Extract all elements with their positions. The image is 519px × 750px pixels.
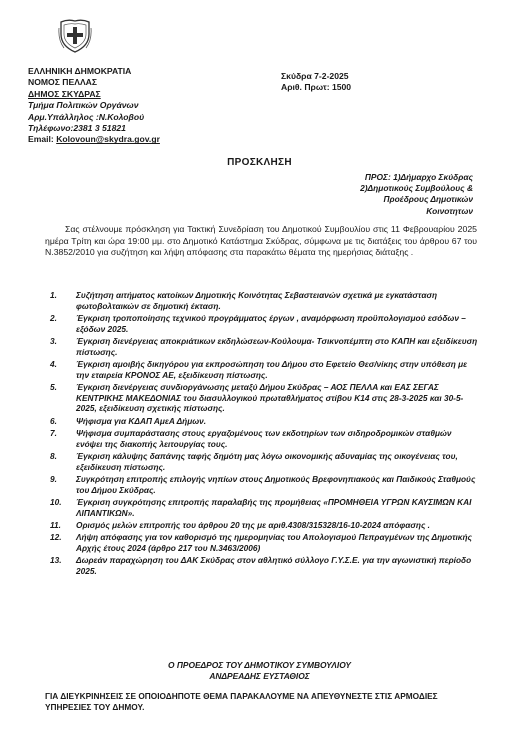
list-item bbox=[50, 416, 480, 427]
recipient-line-3: Προέδρους Δημοτικών bbox=[383, 194, 473, 205]
agenda-text: Συζήτηση αιτήματος κατοίκων Δημοτικής Κοινότητας Σεβαστειανών σχετικά με εγκατάσταση φωτοβολταικών σε δημοτική έκταση. bbox=[76, 290, 438, 311]
header-municipality: ΔΗΜΟΣ ΣΚΥΔΡΑΣ bbox=[28, 88, 101, 99]
agenda-number: 4. bbox=[50, 359, 57, 369]
invitation-body bbox=[45, 224, 477, 259]
list-item bbox=[50, 290, 480, 311]
list-item bbox=[50, 428, 480, 449]
agenda-text: Έγκριση τροποποίησης τεχνικού προγράμματος έργων , αναμόρφωση προϋπολογισμού εσόδων – εξόδων 2025. bbox=[76, 313, 466, 334]
list-item bbox=[50, 451, 480, 472]
agenda-text: Ορισμός μελών επιτροπής του άρθρου 20 της με αριθ.4308/315328/16-10-2024 απόφασης . bbox=[76, 520, 430, 530]
footer-note: ΓΙΑ ΔΙΕΥΚΡΙΝΗΣΕΙΣ ΣΕ ΟΠΟΙΟΔΗΠΟΤΕ ΘΕΜΑ ΠΑΡΑΚΑΛΟΥΜΕ ΝΑ ΑΠΕΥΘΥΝΕΣΤΕ ΣΤΙΣ ΑΡΜΟΔΙΕΣ ΥΠΗΡΕΣΙΕΣ ΤΟΥ ΔΗΜΟΥ. bbox=[45, 691, 438, 713]
agenda-text: Έγκριση κάλυψης δαπάνης ταφής δημότη μας λόγω οικονομικής αδυναμίας της οικογένειας του, εξειδίκευση πίστωσης. bbox=[76, 451, 458, 472]
recipient-line-1: ΠΡΟΣ: 1)Δήμαρχο Σκύδρας bbox=[364, 172, 473, 182]
list-item bbox=[50, 520, 480, 531]
agenda-list bbox=[50, 290, 480, 578]
list-item bbox=[50, 313, 480, 334]
signature-name: ΑΝΔΡΕΑΔΗΣ ΕΥΣΤΑΘΙΟΣ bbox=[209, 671, 310, 682]
date-block bbox=[281, 71, 351, 94]
list-item bbox=[50, 474, 480, 495]
agenda-text: Ψήφισμα συμπαράστασης στους εργαζομένους των εκδοτηρίων των σιδηροδρομικών σταθμών ενόψει της διακοπής λειτουργίας τους. bbox=[76, 428, 452, 449]
header-department: Τμήμα Πολιτικών Οργάνων bbox=[28, 100, 139, 111]
list-item bbox=[50, 555, 480, 576]
agenda-number: 13. bbox=[50, 555, 62, 566]
header-email-label: Email: bbox=[28, 134, 57, 145]
header-email-link[interactable]: Kolovoun@skydra.gov.gr bbox=[56, 134, 160, 145]
agenda-text: Συγκρότηση επιτροπής επιλογής νηπίων στους Δημοτικούς Βρεφονηπιακούς και Παιδικούς Σταθμούς του Δήμου Σκύδρας. bbox=[76, 474, 476, 495]
agenda-text: Έγκριση διενέργειας συνδιοργάνωσης μεταξύ Δήμου Σκύδρας – ΑΟΣ ΠΕΛΛΑ και ΕΑΣ ΣΕΓΑΣ ΚΕΝΤΡΙΚΗΣ ΜΑΚΕΔΟΝΙΑΣ του διασυλλογικού πρωταθλήματος στίβου Κ14 στις 28-3-2025 και 30-5-2025, εξειδίκευση σχετικής πίστωσης. bbox=[76, 382, 464, 414]
header-email-line bbox=[28, 134, 160, 145]
agenda-number: 9. bbox=[50, 474, 57, 484]
agenda-number: 12. bbox=[50, 532, 62, 543]
signature-block bbox=[0, 660, 519, 682]
recipient-line-4: Κοινοτητων bbox=[426, 205, 473, 216]
agenda-number: 7. bbox=[50, 428, 57, 438]
agenda-text: Λήψη απόφασης για τον καθορισμό της ημερομηνίας του Απολογισμού Πεπραγμένων της Δημοτικής Αρχής έτους 2024 (άρθρο 217 του Ν.3463/2006) bbox=[76, 532, 472, 553]
agenda-number: 5. bbox=[50, 382, 57, 392]
signature-title: Ο ΠΡΟΕΔΡΟΣ ΤΟΥ ΔΗΜΟΤΙΚΟΥ ΣΥΜΒΟΥΛΙΟΥ bbox=[168, 660, 351, 670]
recipients-block bbox=[253, 172, 473, 217]
list-item bbox=[50, 497, 480, 518]
list-item bbox=[50, 336, 480, 357]
agenda-number: 1. bbox=[50, 290, 57, 300]
agenda-number: 2. bbox=[50, 313, 57, 323]
protocol-number: Αριθ. Πρωτ: 1500 bbox=[281, 82, 352, 93]
list-item bbox=[50, 532, 480, 553]
invitation-paragraph: Σας στέλνουμε πρόσκληση για Τακτική Συνεδρίαση του Δημοτικού Συμβουλίου στις 11 Φεβρουαρίου 2025 ημέρα Τρίτη και ώρα 19:00 μμ. στο Δημοτικό Κατάστημα Σκύδρας, σύμφωνα με τις διατάξεις του άρθρου 67 του Ν.3852/2010 για συζήτηση και λήψη απόφασης στα παρακάτω θέματα της ημερήσιας διάταξης . bbox=[45, 224, 477, 258]
document-date: Σκύδρα 7-2-2025 bbox=[281, 71, 349, 81]
agenda-text: Έγκριση συγκρότησης επιτροπής παραλαβής της προμήθειας «ΠΡΟΜΗΘΕΙΑ ΥΓΡΩΝ ΚΑΥΣΙΜΩΝ ΚΑΙ ΛΙΠΑΝΤΙΚΩΝ». bbox=[76, 497, 472, 518]
agenda-number: 11. bbox=[50, 520, 61, 530]
page-title: ΠΡΟΣΚΛΗΣΗ bbox=[227, 157, 292, 168]
agenda-number: 3. bbox=[50, 336, 57, 346]
agenda-number: 10. bbox=[50, 497, 62, 507]
header-country: ΕΛΛΗΝΙΚΗ ΔΗΜΟΚΡΑΤΙΑ bbox=[28, 66, 132, 76]
list-item bbox=[50, 359, 480, 380]
header-phone: Τηλέφωνο:2381 3 51821 bbox=[28, 123, 126, 134]
header-officer: Αρμ.Υπάλληλος :Ν.Κολοβού bbox=[28, 111, 145, 122]
header-prefecture: ΝΟΜΟΣ ΠΕΛΛΑΣ bbox=[28, 77, 98, 88]
sender-header bbox=[28, 66, 160, 146]
agenda-text: Έγκριση διενέργειας αποκριάτικων εκδηλώσεων-Κούλουμα- Τσικνοπέμπτη στο ΚΑΠΗ και εξειδίκευση πίστωσης. bbox=[76, 336, 478, 357]
greek-coat-of-arms-icon bbox=[58, 18, 92, 54]
agenda-text: Ψήφισμα για ΚΔΑΠ ΑμεΑ Δήμων. bbox=[76, 415, 207, 426]
agenda-number: 6. bbox=[50, 415, 57, 426]
agenda-number: 8. bbox=[50, 451, 57, 461]
list-item bbox=[50, 382, 480, 414]
agenda-text: Δωρεάν παραχώρηση του ΔΑΚ Σκύδρας στον αθλητικό σύλλογο Γ.Υ.Σ.Ε. για την αγωνιστική περίοδο 2025. bbox=[76, 555, 472, 576]
agenda-text: Έγκριση αμοιβής δικηγόρου για εκπροσώπηση του Δήμου στο Εφετείο Θεσ/νίκης στην υπόθεση με την εταιρεία ΚΡΟΝΟΣ ΑΕ, εξειδίκευση πίστωσης. bbox=[76, 359, 468, 380]
recipient-line-2: 2)Δημοτικούς Συμβούλους & bbox=[360, 183, 473, 194]
